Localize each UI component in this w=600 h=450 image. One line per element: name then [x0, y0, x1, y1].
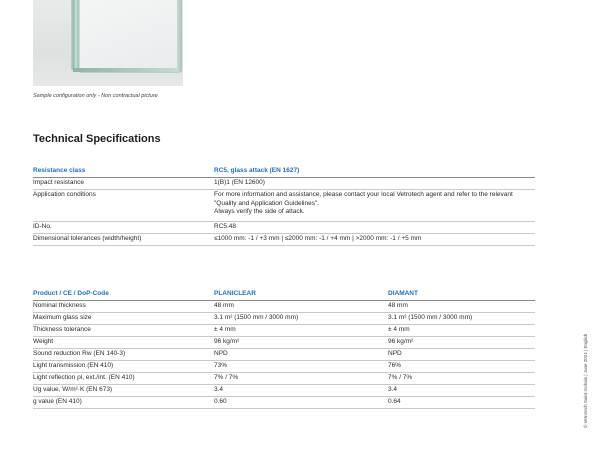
planiclear-value: 0.60 — [214, 397, 388, 409]
header-cell: DIAMANT — [388, 289, 535, 301]
diamant-value: 96 kg/m² — [388, 337, 535, 349]
copyright-note: © Vetrotech Saint-Gobain | June 2024 | English — [583, 333, 588, 428]
row-label: Impact resistance — [33, 178, 214, 190]
row-value: ≤1000 mm: -1 / +3 mm | ≤2000 mm: -1 / +4 mm | >2000 mm: -1 / +5 mm — [214, 234, 535, 246]
table-row — [33, 337, 535, 349]
header-cell: PLANICLEAR — [214, 289, 388, 301]
row-label: Sound reduction Rw (EN 140-3) — [33, 349, 214, 361]
row-label: Weight — [33, 337, 214, 349]
table-row — [33, 361, 535, 373]
planiclear-value: 7% / 7% — [214, 373, 388, 385]
diamant-value: NPD — [388, 349, 535, 361]
row-label: Thickness tolerance — [33, 325, 214, 337]
row-label: Dimensional tolerances (width/height) — [33, 234, 214, 246]
header-cell: RC5, glass attack (EN 1627) — [214, 166, 535, 178]
row-label: Application conditions — [33, 190, 214, 222]
header-cell: Product / CE / DoP-Code — [33, 289, 214, 301]
section-heading: Technical Specifications — [33, 133, 161, 145]
row-value — [214, 190, 535, 222]
product-table — [33, 289, 535, 409]
table-row — [33, 373, 535, 385]
diamant-value: 3.4 — [388, 385, 535, 397]
diamant-value: 48 mm — [388, 301, 535, 313]
table-header-row — [33, 166, 535, 178]
planiclear-value: NPD — [214, 349, 388, 361]
glass-bottom-graphic — [73, 68, 180, 72]
glass-right-graphic — [177, 0, 182, 72]
table-header-row — [33, 289, 535, 301]
table-row — [33, 301, 535, 313]
planiclear-value: 48 mm — [214, 301, 388, 313]
row-value: RC5.48 — [214, 222, 535, 234]
table-row — [33, 385, 535, 397]
row-value-line: For more information and assistance, please contact your local Vetrotech agent and refer to the relevant "Quality and Application Guidelines". — [214, 191, 513, 207]
row-value-line: Always verify the side of attack. — [214, 208, 305, 215]
diamant-value: 7% / 7% — [388, 373, 535, 385]
diamant-value: 76% — [388, 361, 535, 373]
row-label: Maximum glass size — [33, 313, 214, 325]
planiclear-value: 3.1 m² (1500 mm / 3000 mm) — [214, 313, 388, 325]
planiclear-value: ± 4 mm — [214, 325, 388, 337]
table-row — [33, 178, 535, 190]
resistance-table — [33, 166, 535, 246]
planiclear-value: 96 kg/m² — [214, 337, 388, 349]
table-row — [33, 325, 535, 337]
photo-caption: Sample configuration only - Non contractual picture — [33, 93, 158, 99]
table-row — [33, 349, 535, 361]
row-label: ID-No. — [33, 222, 214, 234]
planiclear-value: 3.4 — [214, 385, 388, 397]
row-value: 1(B)1 (EN 12600) — [214, 178, 535, 190]
product-photo — [33, 0, 183, 86]
row-label: Light transmission (EN 410) — [33, 361, 214, 373]
table-row — [33, 234, 535, 246]
diamant-value: 0.64 — [388, 397, 535, 409]
table-row — [33, 190, 535, 222]
table-row — [33, 313, 535, 325]
planiclear-value: 73% — [214, 361, 388, 373]
table-row — [33, 397, 535, 409]
diamant-value: ± 4 mm — [388, 325, 535, 337]
row-label: Ug value, W/m²·K (EN 673) — [33, 385, 214, 397]
diamant-value: 3.1 m² (1500 mm / 3000 mm) — [388, 313, 535, 325]
row-label: g value (EN 410) — [33, 397, 214, 409]
table-row — [33, 222, 535, 234]
row-label: Nominal thickness — [33, 301, 214, 313]
row-label: Light reflection ρl, ext./int. (EN 410) — [33, 373, 214, 385]
glass-face-graphic — [80, 0, 180, 73]
header-cell: Resistance class — [33, 166, 214, 178]
